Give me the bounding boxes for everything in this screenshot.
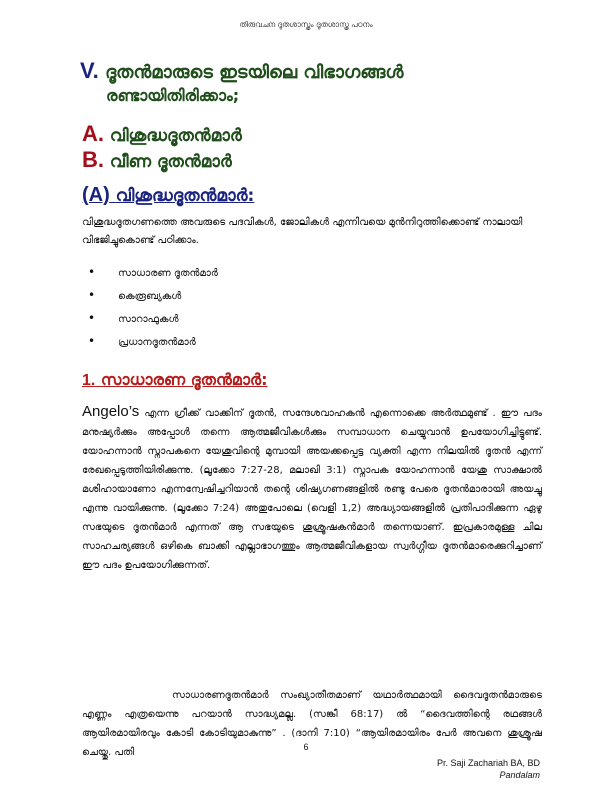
subsection-a — [82, 121, 242, 147]
subsection-a-letter: A. — [82, 121, 104, 146]
section-v-title — [80, 58, 403, 84]
section-1-number: 1. — [82, 372, 96, 389]
author-place: Pandalam — [499, 770, 540, 780]
bullet-icon: • — [88, 334, 96, 348]
author-name: Pr. Saji Zachariah BA, BD — [436, 758, 540, 768]
section-1-title: സാധാരണ ദൂതൻമാർ: — [100, 370, 268, 389]
section-a-intro: വിശുദ്ധദൂതഗണത്തെ അവരുടെ പദവികൾ, ജോലികൾ എന്നിവയെ മുൻനിറുത്തിക്കൊണ്ട് നാലായി വിഭജിച്ചുകൊണ്ട് പഠിക്കാം. — [82, 217, 523, 246]
section-a-heading — [82, 184, 254, 207]
list-item: • സാറാഫുകൾ — [88, 311, 179, 325]
section-1-heading — [82, 370, 268, 390]
subsection-b-letter: B. — [82, 147, 104, 172]
bullet-icon: • — [88, 265, 96, 279]
author-block — [437, 757, 540, 781]
running-header: തിരുവചന ദൂതശാസ്ത്രം ദൂതശാസ്ത്ര പഠനം — [239, 20, 373, 29]
lead-word: Angelo’s — [82, 403, 140, 420]
section-1-second-paragraph: സാധാരണദൂതൻമാർ സംഖ്യാതീതമാണ് യഥാർത്ഥമായി ദൈവദൂതൻമാരുടെ എണ്ണം എത്രയെന്നു പറയാൻ സാദ്ധ്യമല്ല. (സങ്കീ 68:17) ൽ “ദൈവത്തിന്റെ രഥങ്ങൾ ആയിരമായിരവും കോടി കോടിയുമാകുന്നു” . (ദാനി 7:10) “ആയിരമായിരം പേർ അവനെ ശുശ്രൂഷ ചെയ്തു. പതി — [82, 690, 542, 758]
subsection-b — [82, 147, 232, 173]
list-item: • സാധാരണ ദൂതൻമാർ — [88, 265, 218, 279]
section-v-numeral: V. — [80, 58, 99, 83]
bullet-icon: • — [88, 288, 96, 302]
section-1-body — [82, 402, 542, 575]
subsection-a-title: വിശുദ്ധദൂതൻമാർ — [109, 126, 242, 146]
body-text: എന്ന ഗ്രീക്ക് വാക്കിന് ദൂതൻ, സന്ദേശവാഹകൻ എന്നൊക്കെ അർത്ഥമുണ്ട് . ഈ പദം മനുഷ്യർക്കും അപ്പോൾ തന്നെ ആത്മജീവികൾക്കും സമ്പാധാന ചെയ്യുവാൻ ഉപയോഗിച്ചിട്ടുണ്ട്. യോഹന്നാൻ സ്നാപകനെ യേശുവിന്റെ മുമ്പായി അയക്കപ്പെട്ട വ്യക്തി എന്ന നിലയിൽ ദൂതൻ എന്ന് രേഖപ്പെടുത്തിയിരിക്കുന്നു. (ലൂക്കോ 7:27-28, മലാഖി 3:1) സ്നാപക യോഹന്നാൻ യേശു സാക്ഷാൽ മശിഹായാണോ എന്നന്വേഷിച്ചറിയാൻ തന്റെ ശിഷ്യഗണങ്ങളിൽ രണ്ടു പേരെ ദൂതൻമാരായി അയച്ചു എന്നു വായിക്കുന്നു. (ലൂക്കോ 7:24) അതുപോലെ (വെളി 1,2) അദ്ധ്യായങ്ങളിൽ പ്രതിപാദിക്കുന്ന ഏഴു സഭയുടെ ദൂതൻമാർ എന്നത് ആ സഭയുടെ ശുശ്രൂഷകൻമാർ തന്നെയാണ്. ഇപ്രകാരമുള്ള ചില സാഹചര്യങ്ങൾ ഒഴികെ ബാക്കി എല്ലാഭാഗത്തും ആത്മജീവികളായ സ്വർഗ്ഗീയ ദൂതൻമാരെക്കുറിച്ചാണ് ഈ പദം ഉപയോഗിക്കുന്നത്. — [82, 408, 542, 571]
bullet-icon: • — [88, 311, 96, 325]
section-v-title-line1: ദൂതൻമാരുടെ ഇടയിലെ വിഭാഗങ്ങൾ — [105, 62, 404, 83]
angel-class-list — [88, 265, 218, 357]
section-a-letter: (A) — [82, 184, 110, 206]
list-item: • പ്രധാനദൂതൻമാർ — [88, 334, 196, 348]
page-number: 6 — [303, 742, 309, 752]
list-item: • കെരൂബ്യകൾ — [88, 288, 182, 302]
section-a-title: വിശുദ്ധദൂതൻമാർ: — [115, 186, 255, 206]
subsection-b-title: വീണ ദൂതൻമാർ — [109, 152, 232, 172]
section-v-title-line2: രണ്ടായിതിരിക്കാം; — [106, 86, 240, 105]
